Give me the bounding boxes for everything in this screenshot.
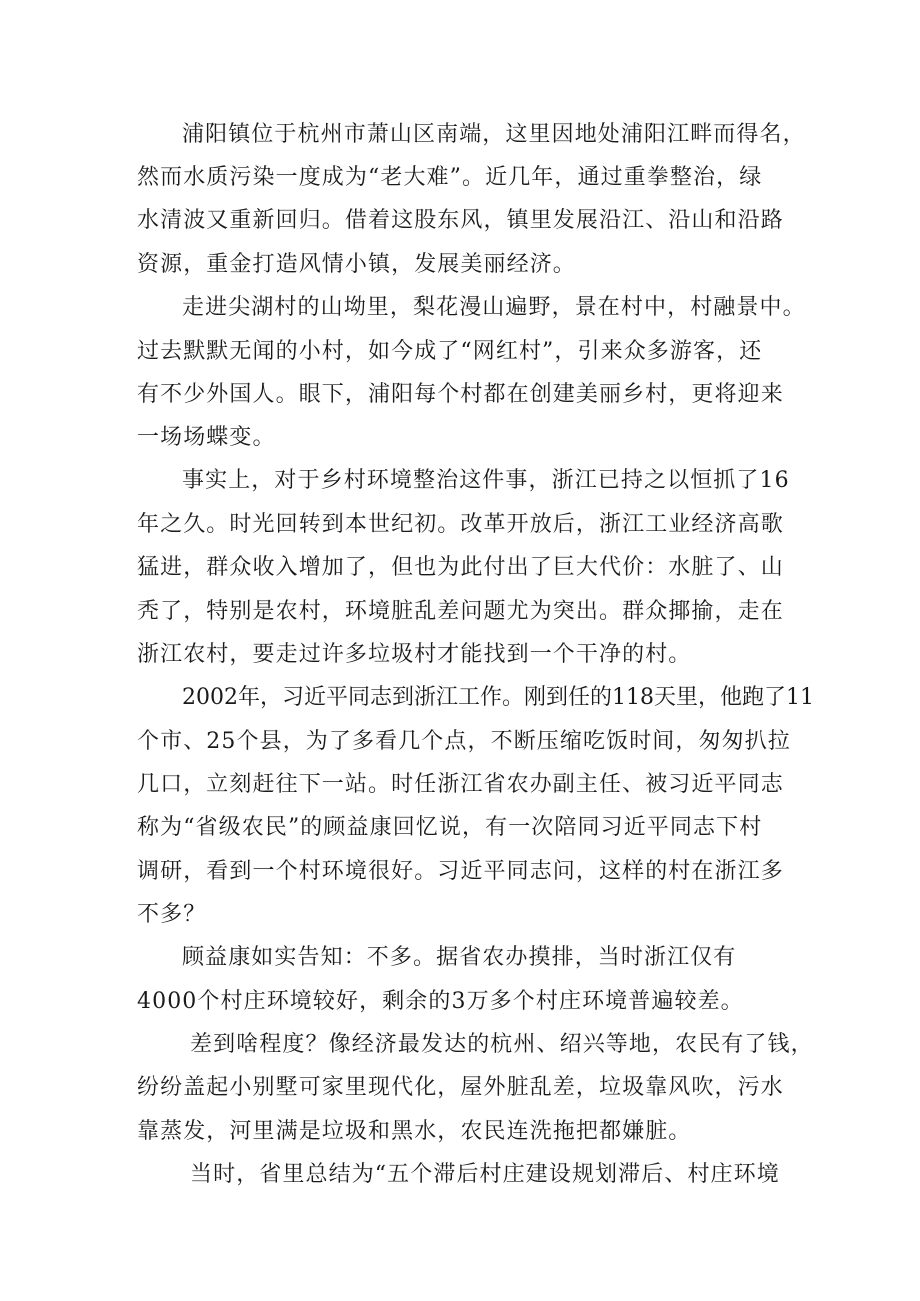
- text-line: 个市、25个县，为了多看几个点，不断压缩吃饭时间，匆匆扒拉: [137, 729, 791, 754]
- text-line: 调研，看到一个村环境很好。习近平同志问，这样的村在浙江多: [137, 859, 784, 884]
- text-line: 浦阳镇位于杭州市萧山区南端，这里因地处浦阳江畔而得名，: [182, 122, 806, 147]
- text-line: 靠蒸发，河里满是垃圾和黑水，农民连洗拖把都嫌脏。: [137, 1119, 692, 1144]
- text-line: 称为“省级农民”的顾益康回忆说，有一次陪同习近平同志下村: [137, 815, 763, 840]
- text-line: 走进尖湖村的山坳里，梨花漫山遍野，景在村中，村融景中。: [182, 295, 806, 320]
- text-line: 差到啥程度？像经济最发达的杭州、绍兴等地，农民有了钱，: [190, 1032, 814, 1057]
- text-line: 一场场蝶变。: [137, 425, 276, 450]
- text-line: 4000个村庄环境较好，剩余的3万多个村庄环境普遍较差。: [137, 989, 744, 1014]
- text-line: 浙江农村，要走过许多垃圾村才能找到一个干净的村。: [137, 642, 692, 667]
- text-line: 过去默默无闻的小村，如今成了“网红村”，引来众多游客，还: [137, 339, 763, 364]
- text-line: 2002年，习近平同志到浙江工作。刚到任的118天里，他跑了11: [182, 685, 814, 710]
- text-line: 资源，重金打造风情小镇，发展美丽经济。: [137, 252, 576, 277]
- text-line: 猛进，群众收入增加了，但也为此付出了巨大代价：水脏了、山: [137, 555, 784, 580]
- text-line: 有不少外国人。眼下，浦阳每个村都在创建美丽乡村，更将迎来: [137, 382, 784, 407]
- text-line: 当时，省里总结为“五个滞后村庄建设规划滞后、村庄环境: [190, 1162, 780, 1187]
- text-line: 水清波又重新回归。借着这股东风，镇里发展沿江、沿山和沿路: [137, 208, 784, 233]
- text-line: 然而水质污染一度成为“老大难”。近几年，通过重拳整治，绿: [137, 165, 763, 190]
- text-line: 不多？: [137, 902, 207, 927]
- text-line: 几口，立刻赶往下一站。时任浙江省农办副主任、被习近平同志: [137, 772, 784, 797]
- text-line: 纷纷盖起小别墅可家里现代化，屋外脏乱差，垃圾靠风吹，污水: [137, 1075, 784, 1100]
- text-line: 秃了，特别是农村，环境脏乱差问题尤为突出。群众揶揄，走在: [137, 599, 784, 624]
- text-line: 顾益康如实告知：不多。据省农办摸排，当时浙江仅有: [182, 945, 737, 970]
- text-line: 年之久。时光回转到本世纪初。改革开放后，浙江工业经济高歌: [137, 512, 784, 537]
- text-line: 事实上，对于乡村环境整治这件事，浙江已持之以恒抓了16: [182, 468, 790, 493]
